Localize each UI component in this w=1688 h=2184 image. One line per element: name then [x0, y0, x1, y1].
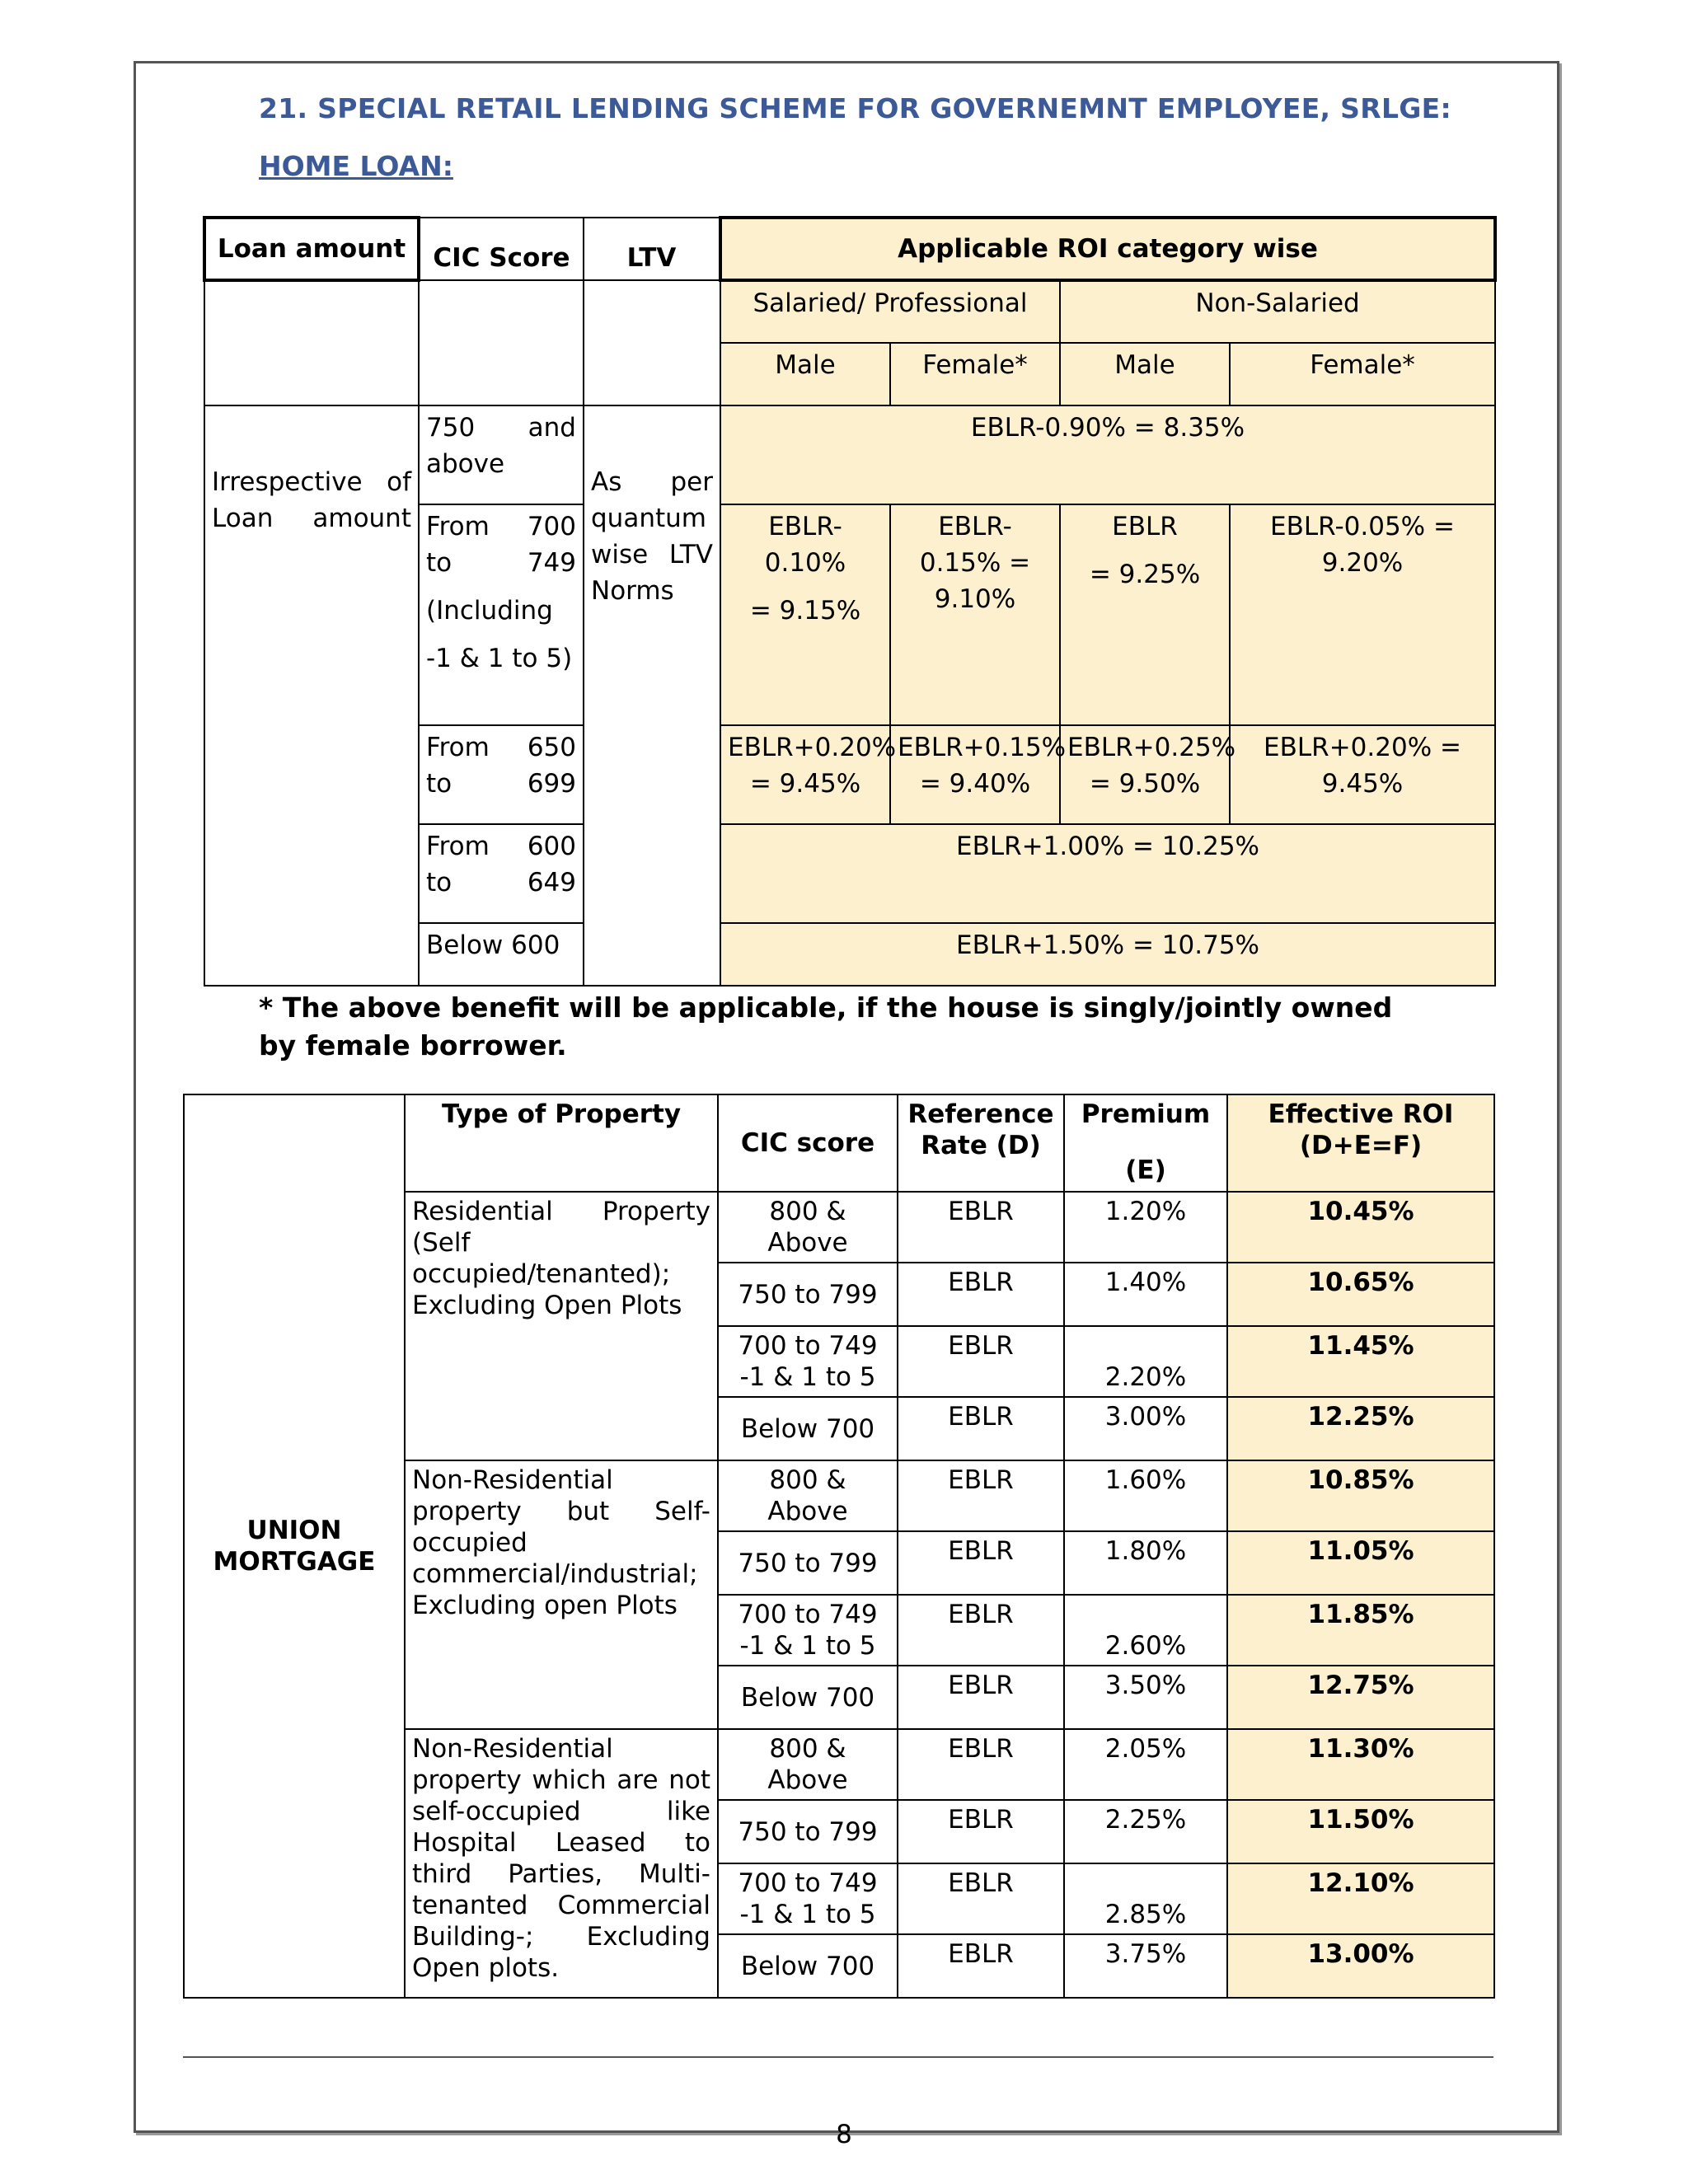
col-ltv: LTV — [584, 218, 720, 280]
cic-cell: 800 & Above — [718, 1460, 898, 1531]
ref-cell: EBLR — [898, 1263, 1064, 1326]
roi-value: = 9.15% — [749, 596, 861, 626]
cic-cell: 750 to 799 — [718, 1263, 898, 1326]
roi-row-5: EBLR+1.50% = 10.75% — [720, 923, 1495, 986]
type-of-property-header: Type of Property — [405, 1094, 718, 1192]
roi-row-2-non-female: EBLR-0.05% = 9.20% — [1230, 504, 1495, 725]
reference-rate-header: Reference Rate (D) — [898, 1094, 1064, 1192]
effective-roi-cell: 10.65% — [1227, 1263, 1494, 1326]
ref-cell: EBLR — [898, 1531, 1064, 1595]
roi-row-4: EBLR+1.00% = 10.25% — [720, 824, 1495, 923]
roi-value: EBLR-0.10% — [764, 512, 846, 578]
cic-note: (Including — [426, 596, 553, 626]
premium-cell: 2.85% — [1064, 1863, 1227, 1934]
effective-roi-cell: 11.30% — [1227, 1729, 1494, 1800]
nonsalaried-male-header: Male — [1060, 343, 1230, 405]
premium-cell: 2.05% — [1064, 1729, 1227, 1800]
label-line: UNION — [246, 1516, 342, 1545]
ref-cell: EBLR — [898, 1863, 1064, 1934]
cic-cell: 700 to 749 -1 & 1 to 5 — [718, 1863, 898, 1934]
ref-cell: EBLR — [898, 1800, 1064, 1863]
cic-score-header: CIC score — [718, 1094, 898, 1192]
ref-cell: EBLR — [898, 1595, 1064, 1666]
col-cic-score: CIC Score — [419, 218, 584, 280]
home-loan-subheading: HOME LOAN: — [259, 150, 453, 182]
ref-cell: EBLR — [898, 1666, 1064, 1729]
salaried-header: Salaried/ Professional — [720, 280, 1060, 343]
roi-row-2-sal-female: EBLR-0.15% = 9.10% — [890, 504, 1060, 725]
col-roi: Applicable ROI category wise — [720, 218, 1495, 280]
page-number: 8 — [836, 2120, 852, 2149]
salaried-female-header: Female* — [890, 343, 1060, 405]
cic-text: From 600 to 649 — [426, 832, 576, 898]
roi-value: = 9.25% — [1089, 560, 1201, 589]
empty-cell — [419, 280, 584, 405]
effective-roi-header: Effective ROI (D+E=F) — [1227, 1094, 1494, 1192]
footnote: * The above benefit will be applicable, if the house is singly/jointly owned by female borrower. — [259, 991, 1393, 1062]
premium-cell: 2.25% — [1064, 1800, 1227, 1863]
effective-roi-cell: 11.45% — [1227, 1326, 1494, 1397]
effective-roi-cell: 13.00% — [1227, 1934, 1494, 1998]
premium-cell: 3.00% — [1064, 1397, 1227, 1460]
loan-amount-text: Irrespective of Loan amount — [212, 467, 411, 533]
property-type-self-occupied-commercial — [405, 1460, 718, 1729]
ref-cell: EBLR — [898, 1192, 1064, 1263]
empty-cell — [584, 280, 720, 405]
ref-cell: EBLR — [898, 1934, 1064, 1998]
cic-cell: 700 to 749 -1 & 1 to 5 — [718, 1595, 898, 1666]
empty-cell — [204, 280, 419, 405]
union-mortgage-table — [183, 1094, 1495, 1999]
salaried-male-header: Male — [720, 343, 890, 405]
footer-divider — [183, 2056, 1493, 2058]
non-salaried-header: Non-Salaried — [1060, 280, 1495, 343]
cic-cell: 750 to 799 — [718, 1531, 898, 1595]
premium-cell: 1.20% — [1064, 1192, 1227, 1263]
cic-row-3 — [419, 725, 584, 824]
ref-cell: EBLR — [898, 1729, 1064, 1800]
property-type-text: Non-Residential property which are not self-occupied like Hospital Leased to third Parties, Multi-tenanted Commercial Building-; Excluding Open plots. — [412, 1734, 710, 1983]
cic-cell: 800 & Above — [718, 1729, 898, 1800]
cic-text: From 650 to 699 — [426, 733, 576, 799]
cic-row-2 — [419, 504, 584, 725]
property-type-text: Residential Property (Self occupied/tenanted); Excluding Open Plots — [412, 1197, 710, 1320]
cic-row-5: Below 600 — [419, 923, 584, 986]
premium-cell: 2.60% — [1064, 1595, 1227, 1666]
ref-cell: EBLR — [898, 1397, 1064, 1460]
cic-row-4 — [419, 824, 584, 923]
premium-cell: 2.20% — [1064, 1326, 1227, 1397]
loan-amount-value — [204, 405, 419, 986]
ref-cell: EBLR — [898, 1326, 1064, 1397]
cic-cell: 700 to 749 -1 & 1 to 5 — [718, 1326, 898, 1397]
section-heading: 21. SPECIAL RETAIL LENDING SCHEME FOR GOVERNEMNT EMPLOYEE, SRLGE: — [259, 92, 1451, 124]
effective-roi-cell: 12.25% — [1227, 1397, 1494, 1460]
roi-row-3-non-male: EBLR+0.25% = 9.50% — [1060, 725, 1230, 824]
ref-cell: EBLR — [898, 1460, 1064, 1531]
roi-row-3-sal-female: EBLR+0.15% = 9.40% — [890, 725, 1060, 824]
roi-row-3-non-female: EBLR+0.20% = 9.45% — [1230, 725, 1495, 824]
roi-row-1: EBLR-0.90% = 8.35% — [720, 405, 1495, 504]
premium-label: Premium — [1081, 1099, 1211, 1129]
premium-cell: 1.40% — [1064, 1263, 1227, 1326]
roi-row-3-sal-male: EBLR+0.20% = 9.45% — [720, 725, 890, 824]
effective-roi-cell: 12.75% — [1227, 1666, 1494, 1729]
effective-roi-cell: 11.05% — [1227, 1531, 1494, 1595]
premium-cell: 3.75% — [1064, 1934, 1227, 1998]
premium-cell: 1.60% — [1064, 1460, 1227, 1531]
effective-roi-cell: 11.50% — [1227, 1800, 1494, 1863]
effective-roi-cell: 12.10% — [1227, 1863, 1494, 1934]
cic-cell: Below 700 — [718, 1666, 898, 1729]
premium-cell: 1.80% — [1064, 1531, 1227, 1595]
effective-roi-cell: 10.85% — [1227, 1460, 1494, 1531]
cic-cell: Below 700 — [718, 1397, 898, 1460]
property-type-residential — [405, 1192, 718, 1460]
cic-cell: 800 & Above — [718, 1192, 898, 1263]
premium-header — [1064, 1094, 1227, 1192]
premium-cell: 3.50% — [1064, 1666, 1227, 1729]
cic-text: From 700 to 749 — [426, 512, 576, 578]
cic-cell: Below 700 — [718, 1934, 898, 1998]
effective-roi-cell: 11.85% — [1227, 1595, 1494, 1666]
nonsalaried-female-header: Female* — [1230, 343, 1495, 405]
cic-text: 750 and above — [426, 413, 576, 479]
union-mortgage-label — [184, 1094, 405, 1998]
ltv-text: As per quantum wise LTV Norms — [591, 467, 713, 606]
property-type-text: Non-Residential property but Self-occupied commercial/industrial; Excluding open Plots — [412, 1465, 710, 1620]
roi-value: EBLR — [1112, 512, 1178, 541]
effective-roi-cell: 10.45% — [1227, 1192, 1494, 1263]
cic-row-1 — [419, 405, 584, 504]
label-line: MORTGAGE — [213, 1547, 376, 1577]
ltv-value — [584, 405, 720, 986]
property-type-not-self-occupied — [405, 1729, 718, 1998]
home-loan-table — [203, 216, 1497, 987]
roi-row-2-sal-male — [720, 504, 890, 725]
col-loan-amount: Loan amount — [204, 218, 419, 280]
cic-note: -1 & 1 to 5) — [426, 644, 573, 673]
premium-label: (E) — [1125, 1155, 1166, 1185]
cic-cell: 750 to 799 — [718, 1800, 898, 1863]
roi-row-2-non-male — [1060, 504, 1230, 725]
